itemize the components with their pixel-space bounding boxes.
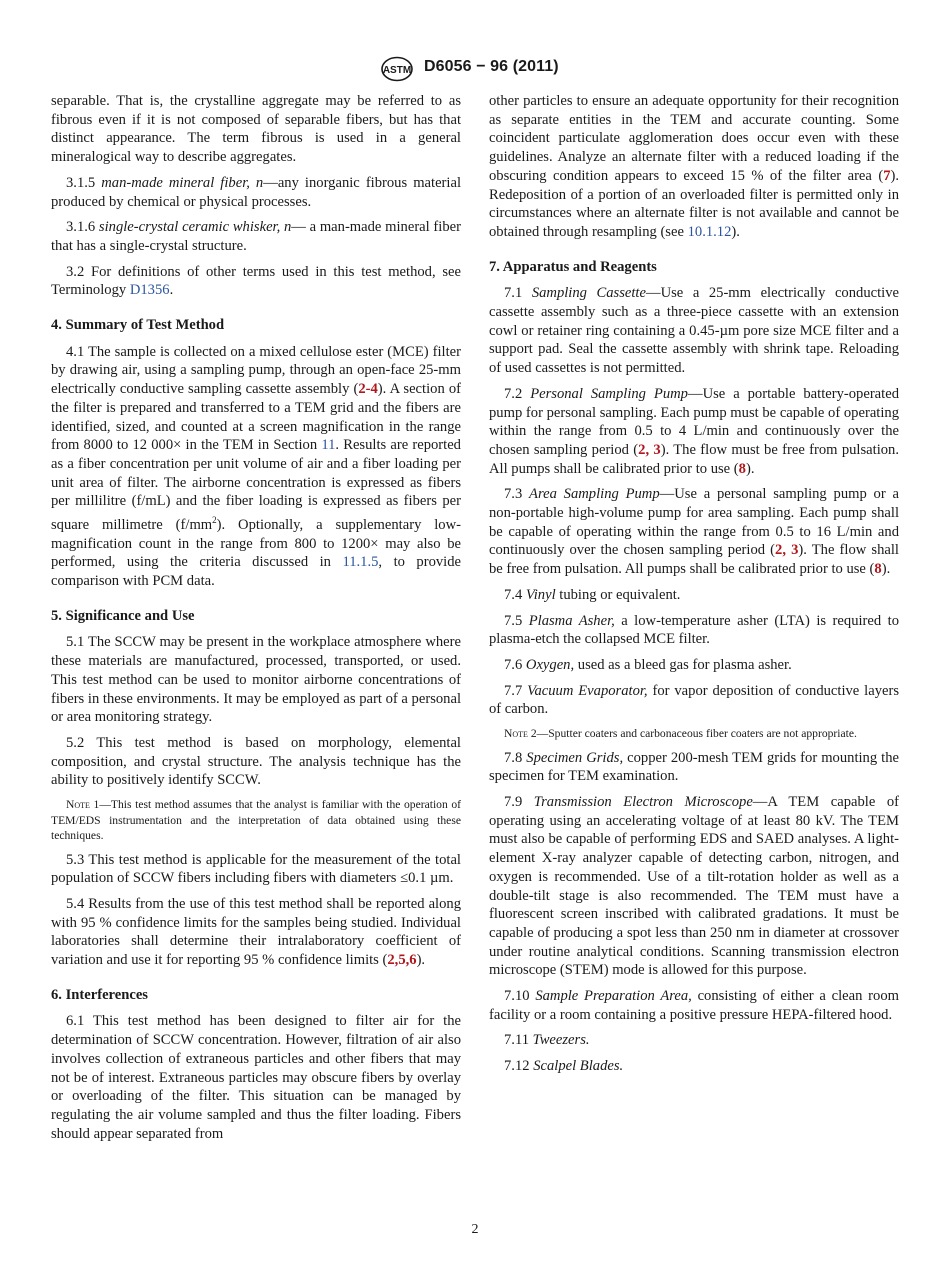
page-number: 2 (471, 1222, 479, 1237)
ref-link[interactable]: 2, 3 (775, 542, 799, 559)
paragraph-7-8: 7.8 Specimen Grids, copper 200-mesh TEM grids for mounting the specimen for TEM examination. (489, 749, 899, 785)
paragraph-3-1-5: 3.1.5 man-made mineral fiber, n—any inorganic fibrous material produced by chemical or physical processes. (51, 174, 462, 210)
section-heading-6: 6. Interferences (51, 986, 148, 1003)
paragraph-7-10: 7.10 Sample Preparation Area, consisting of either a clean room facility or a room containing a positive pressure HEPA-filtered hood. (489, 988, 899, 1023)
left-column (51, 92, 461, 1150)
section-link-11[interactable]: 11 (321, 437, 336, 454)
paragraph-7-11: 7.11 Tweezers. (504, 1032, 590, 1049)
ref-link[interactable]: 7 (883, 167, 891, 184)
paragraph-7-2: 7.2 Personal Sampling Pump—Use a portable battery-operated pump for personal sampling. Each pump must be capable of operating within the range from 0.5 to 4 L/min and continuously over the chosen sampling period (2, 3). The flow must be free from pulsation. All pumps shall be calibrated prior to use (8). (489, 385, 899, 477)
paragraph-continuation: separable. That is, the crystalline aggregate may be referred to as fibrous even if it is not composed of separable fibers, but has that distinct appearance. The term fibrous is used in a general mineralogical way to describe aggregates. (51, 93, 461, 166)
link-d1356[interactable]: D1356 (129, 282, 170, 299)
section-heading-5: 5. Significance and Use (51, 607, 195, 624)
ref-link[interactable]: 2, 3 (638, 441, 661, 458)
section-heading-4: 4. Summary of Test Method (51, 317, 225, 334)
right-column (489, 92, 899, 1083)
ref-link[interactable]: 8 (874, 561, 882, 578)
paragraph-6-1: 6.1 This test method has been designed to filter air for the determination of SCCW concentration. However, filtration of air also involves collection of extraneous particles and other fibers that may not be of interest. Extraneous particles may obscure fibers by overlay or overloading of the filter. This situation can be managed by regulating the air volume sampled and thus the filter loading. Fibers should appear separated from (51, 1013, 461, 1142)
ref-link[interactable]: 8 (738, 460, 746, 477)
section-link-11-1-5[interactable]: 11.1.5 (342, 554, 379, 571)
note-2: Note 2—Sputter coaters and carbonaceous fiber coaters are not appropriate. (504, 727, 857, 741)
section-link-10-1-12[interactable]: 10.1.12 (687, 223, 732, 240)
paragraph-7-12: 7.12 Scalpel Blades. (504, 1058, 624, 1075)
paragraph-7-6: 7.6 Oxygen, used as a bleed gas for plasma asher. (504, 656, 792, 673)
paragraph-5-3: 5.3 This test method is applicable for the measurement of the total population of SCCW fibers including fibers with diameters ≤0.1 µm. (51, 851, 461, 887)
paragraph-5-1: 5.1 The SCCW may be present in the workplace atmosphere where these materials are manufactured, processed, transported, or used. This test method can be used to monitor airborne concentrations of fibers in these environments. It may be employed as part of a personal or area monitoring strategy. (51, 634, 461, 726)
note-1: Note 1—This test method assumes that the analyst is familiar with the operation of TEM/EDS instrumentation and the interpretation of data obtained using these techniques. (51, 798, 461, 843)
paragraph-3-2: 3.2 For definitions of other terms used in this test method, see Terminology D1356. (51, 263, 461, 299)
ref-link[interactable]: 2-4 (358, 381, 378, 398)
paragraph-continuation: other particles to ensure an adequate opportunity for their recognition as separate entities in the TEM and accurate counting. Some coincident particulate agglomeration does occur even with these guidelines. Analyze an alternate filter with a reduced loading if the obscuring condition appears to exceed 15 % of the filter area (7). Redeposition of a portion of an overloaded filter is permitted only in circumstances where an alternate filter is not available and cannot be obtained through resampling (see 10.1.12). (489, 93, 899, 240)
paragraph-7-5: 7.5 Plasma Asher, a low-temperature asher (LTA) is required to plasma-etch the collapsed MCE filter. (489, 612, 899, 648)
paragraph-5-4: 5.4 Results from the use of this test method shall be reported along with 95 % confidence limits for the samples being studied. Individual laboratories shall determine their intralaboratory coefficient of variation and use it for reporting 95 % confidence limits (2,5,6). (51, 895, 461, 969)
paragraph-7-9: 7.9 Transmission Electron Microscope—A TEM capable of operating using an accelerating voltage of at least 80 kV. The TEM must also be capable of performing EDS and SAED analyses. A light-element X-ray analyzer capable of detecting carbon, nitrogen, and oxygen is recommended. Use of a tilt-rotation holder as well as a double-tilt stage is also recommended. The TEM must have a fluorescent screen inscribed with calibrated gradations. It must be capable of producing a spot less than 250 nm in diameter at crossover under routine analytical conditions. Scanning transmission electron microscope (STEM) mode is allowed for this purpose. (489, 794, 899, 979)
svg-text:ASTM: ASTM (382, 65, 412, 76)
paragraph-3-1-6: 3.1.6 single-crystal ceramic whisker, n— a man-made mineral fiber that has a single-crystal structure. (51, 219, 461, 254)
document-designation: D6056 − 96 (2011) (424, 58, 559, 75)
paragraph-7-7: 7.7 Vacuum Evaporator, for vapor deposition of conductive layers of carbon. (489, 682, 900, 718)
paragraph-7-3: 7.3 Area Sampling Pump—Use a personal sampling pump or a non-portable high-volume pump for area sampling. Each pump shall be capable of operating within the range from 0.5 to 16 L/min and continuously over the chosen sampling period (2, 3). The flow shall be free from pulsation. All pumps shall be calibrated prior to use (8). (489, 486, 899, 578)
paragraph-7-1: 7.1 Sampling Cassette—Use a 25-mm electrically conductive cassette assembly such as a three-piece cassette with an extension cowl or retainer ring containing a 0.45-µm pore size MCE filter and a support pad. Seal the cassette assembly with shrink tape. Reloading of used cassettes is not permitted. (489, 285, 899, 377)
paragraph-5-2: 5.2 This test method is based on morphology, elemental composition, and crystal structure. The analysis technique has the ability to positively identify SCCW. (51, 734, 461, 789)
page-header (0, 56, 950, 84)
section-heading-7: 7. Apparatus and Reagents (489, 258, 657, 275)
astm-logo (380, 56, 414, 82)
paragraph-7-4: 7.4 Vinyl tubing or equivalent. (504, 586, 681, 603)
paragraph-4-1: 4.1 The sample is collected on a mixed cellulose ester (MCE) filter by drawing air, using a sampling pump, through an open-face 25-mm electrically conductive sampling cassette assembly (2-4). A section of the filter is prepared and transferred to a TEM grid and the fibers are identified, sized, and counted at a screen magnification in the range from 8000 to 12 000× in the TEM in Section 11. Results are reported as a fiber concentration per unit volume of air and a fiber loading per unit area of filter. The airborne concentration is expressed as fibers per millilitre (f/mL) and the fiber loading is expressed as fibers per square millimetre $(f/mm^2)$. Optionally, a supplementary low-magnification count in the range from 800 to 1200× may also be performed, using the criteria discussed in 11.1.5, to provide comparison with PCM data. (51, 343, 462, 590)
ref-link[interactable]: 2,5,6 (387, 952, 417, 969)
